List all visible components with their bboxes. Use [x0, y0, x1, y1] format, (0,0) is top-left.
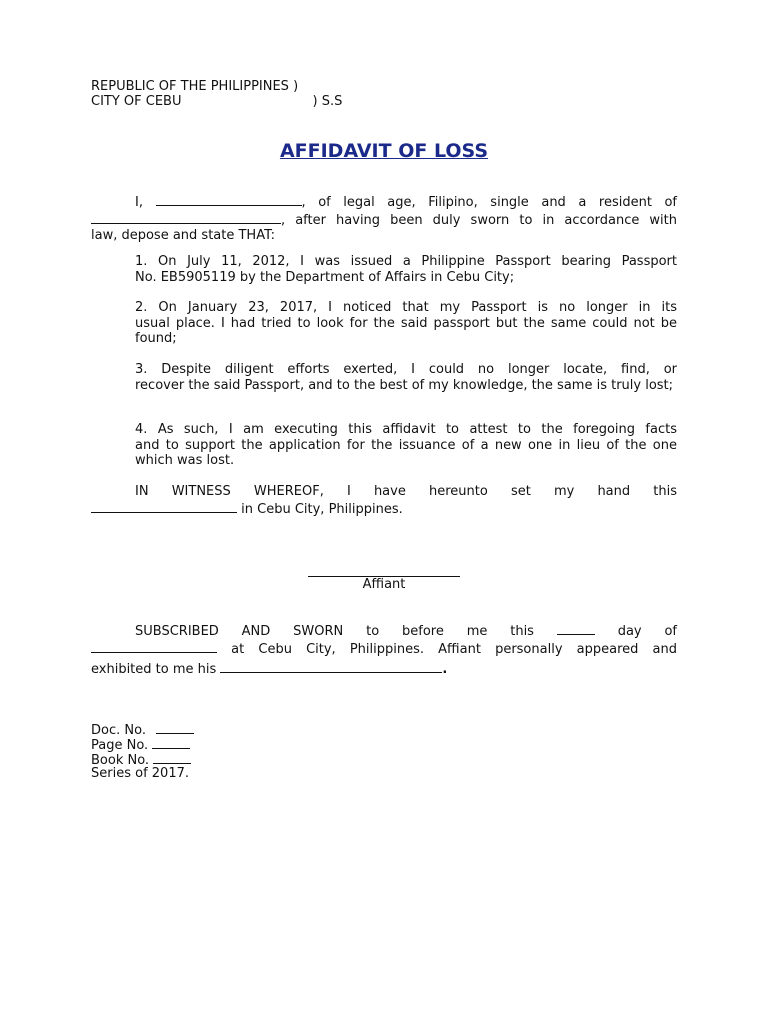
intro-line-2: , after having been duly sworn to in accordance with	[91, 211, 677, 229]
name-blank	[156, 193, 302, 206]
day-blank	[557, 622, 595, 635]
jurat-line-2: at Cebu City, Philippines. Affiant personally appeared and	[91, 640, 677, 658]
signature-line	[308, 566, 460, 577]
affiant-signature	[308, 566, 460, 593]
notarial-register	[91, 721, 194, 781]
document-title: AFFIDAVIT OF LOSS	[279, 140, 489, 162]
series: Series of 2017.	[91, 766, 189, 781]
item-2: 2. On January 23, 2017, I noticed that my Passport is no longer in its usual place. I had tried to look for the said passport but the same could not be found;	[135, 300, 677, 346]
item-4: 4. As such, I am executing this affidavit to attest to the foregoing facts and to support the application for the issuance of a new one in lieu of the one which was lost.	[135, 422, 677, 468]
witness-paragraph: IN WITNESS WHEREOF, I have hereunto set my hand this in Cebu City, Philippines.	[91, 484, 677, 517]
book-no: Book No.	[91, 751, 194, 766]
doc-no: Doc. No.	[91, 721, 194, 736]
date-blank	[91, 500, 237, 513]
intro-paragraph	[91, 193, 677, 244]
venue-line-city	[91, 94, 342, 109]
city-label: CITY OF CEBU	[91, 94, 182, 109]
venue-line-republic: REPUBLIC OF THE PHILIPPINES )	[91, 79, 299, 94]
item-1: 1. On July 11, 2012, I was issued a Philippine Passport bearing Passport No. EB5905119 by the Department of Affairs in Cebu City;	[135, 254, 677, 285]
jurat-line-1: SUBSCRIBED AND SWORN to before me this day of	[135, 624, 678, 639]
id-blank	[220, 659, 442, 673]
residence-blank	[91, 211, 281, 224]
intro-line-3: law, depose and state THAT:	[91, 228, 275, 243]
jurat-line-3: exhibited to me his .	[91, 659, 677, 678]
affiant-label: Affiant	[362, 577, 406, 592]
ss-label: ) S.S	[312, 94, 343, 109]
page-no: Page No.	[91, 736, 194, 751]
jurat-paragraph	[91, 622, 677, 678]
month-blank	[91, 640, 217, 653]
intro-line-1: I, , of legal age, Filipino, single and a resident of	[135, 195, 677, 210]
item-3: 3. Despite diligent efforts exerted, I could no longer locate, find, or recover the said Passport, and to the best of my knowledge, the same is truly lost;	[135, 362, 677, 393]
venue-header	[91, 79, 342, 109]
